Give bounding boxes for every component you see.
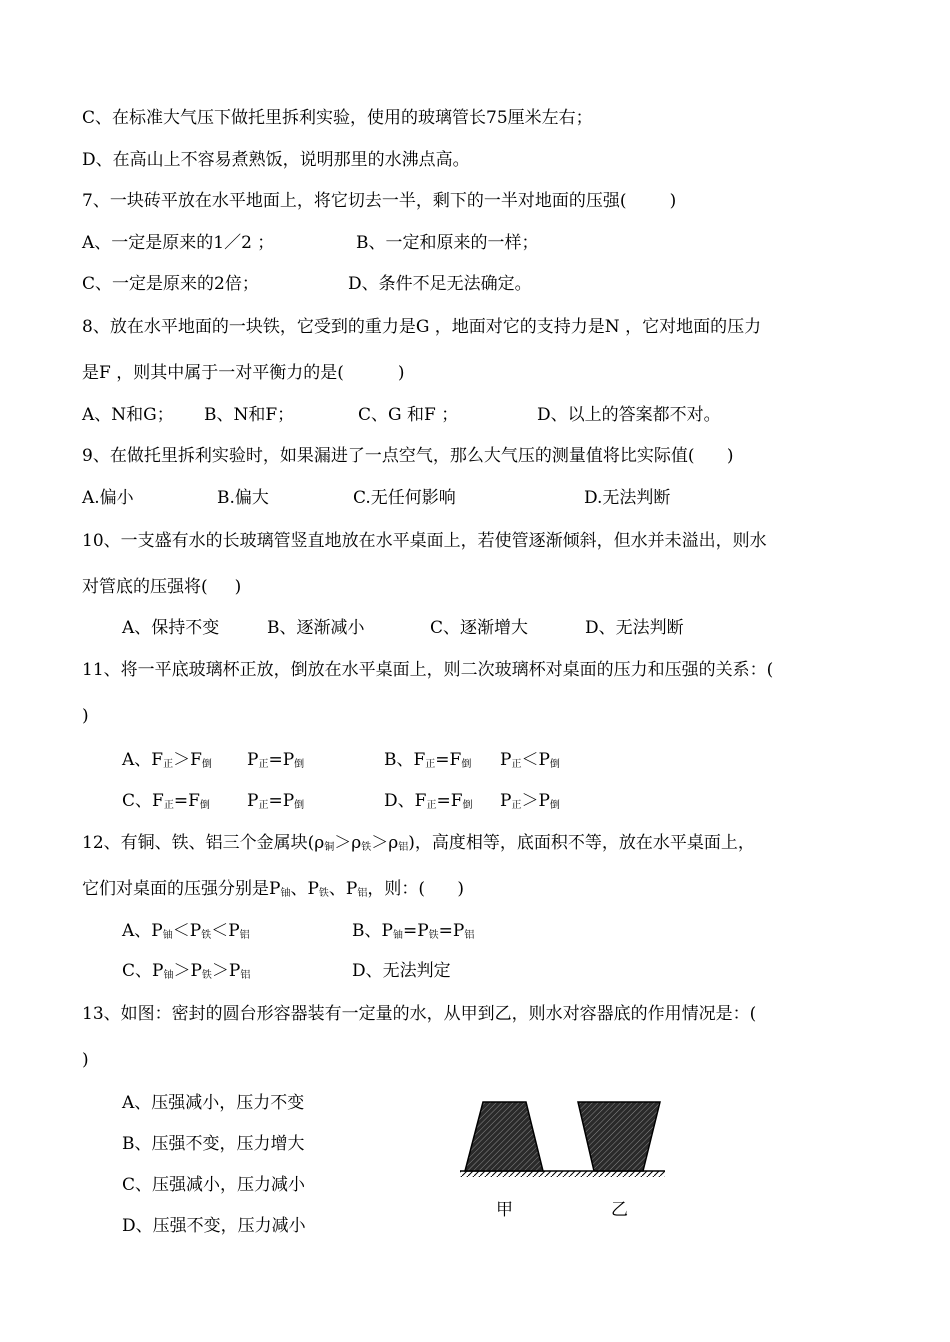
line-q8-a: A、N和G；	[82, 405, 174, 425]
line-q7-a: A、一定是原来的1／2 ；	[82, 233, 275, 253]
ground-hatch	[460, 1171, 665, 1177]
line-q11-b-force: B、$F_正=F_倒$	[384, 750, 472, 770]
line-q11-a-force: A、$F_正>F_倒$	[122, 750, 212, 770]
line-q11-d-force: D、$F_正=F_倒$	[384, 791, 473, 811]
line-q13-d: D、压强不变，压力减小	[122, 1216, 306, 1236]
line-q12-c: C、$P_铀>P_铁>P_铝$	[122, 961, 251, 981]
line-q6-c: C、在标准大气压下做托里拆利实验，使用的玻璃管长75厘米左右；	[82, 108, 593, 128]
line-q9: 9、在做托里拆利实验时，如果漏进了一点空气，那么大气压的测量值将比实际值( )	[82, 446, 734, 466]
line-q11: 11、将一平底玻璃杯正放，倒放在水平桌面上，则二次玻璃杯对桌面的压力和压强的关系：(	[82, 660, 774, 680]
line-q11-cont: )	[82, 706, 89, 726]
line-q12-cont: 它们对桌面的压强分别是$P_铀$、$P_铁$、$P_铝$，则：( )	[82, 879, 465, 899]
line-q9-a: A.偏小	[82, 488, 134, 508]
line-q7-c: C、一定是原来的2倍；	[82, 274, 259, 294]
line-q8-c: C、G 和F ；	[358, 405, 459, 425]
line-q9-b: B.偏大	[217, 488, 269, 508]
line-q9-d: D.无法判断	[584, 488, 671, 508]
line-q6-d: D、在高山上不容易煮熟饭，说明那里的水沸点高。	[82, 150, 470, 170]
line-q10: 10、一支盛有水的长玻璃管竖直地放在水平桌面上，若使管逐渐倾斜，但水并未溢出，则水	[82, 531, 767, 551]
line-q12: 12、有铜、铁、铝三个金属块$(\rho_铜>\rho_铁>\rho_铝)$，高度相等，底面积不等，放在水平桌面上，	[82, 833, 755, 853]
line-q11-c-force: C、$F_正=F_倒$	[122, 791, 210, 811]
line-q12-b: B、$P_铀=P_铁=P_铝$	[352, 921, 475, 941]
line-q11-b-pressure: $P_正<P_倒$	[500, 750, 560, 770]
line-q7: 7、一块砖平放在水平地面上，将它切去一半，剩下的一半对地面的压强( )	[82, 191, 677, 211]
line-q9-c: C.无任何影响	[353, 488, 456, 508]
container-jia	[465, 1102, 543, 1171]
line-q12-d: D、无法判定	[352, 961, 451, 981]
line-q12-a: A、$P_铀<P_铁<P_铝$	[122, 921, 250, 941]
label-jia: 甲	[496, 1200, 513, 1220]
line-q7-d: D、条件不足无法确定。	[348, 274, 532, 294]
line-q10-c: C、逐渐增大	[430, 618, 529, 638]
container-figure	[450, 1092, 670, 1222]
line-q11-a-pressure: $P_正=P_倒$	[247, 750, 305, 770]
line-q13: 13、如图：密封的圆台形容器装有一定量的水，从甲到乙，则水对容器底的作用情况是：(	[82, 1004, 757, 1024]
line-q7-b: B、一定和原来的一样；	[356, 233, 539, 253]
line-q11-c-pressure: $P_正=P_倒$	[247, 791, 305, 811]
line-q13-c: C、压强减小，压力减小	[122, 1175, 306, 1195]
line-q8-cont: 是F ，则其中属于一对平衡力的是( )	[82, 363, 405, 383]
line-q8-d: D、以上的答案都不对。	[537, 405, 721, 425]
line-q10-a: A、保持不变	[122, 618, 220, 638]
label-yi: 乙	[611, 1200, 628, 1220]
line-q13-cont: )	[82, 1050, 89, 1070]
line-q10-b: B、逐渐减小	[267, 618, 365, 638]
line-q10-cont: 对管底的压强将( )	[82, 577, 242, 597]
container-yi	[578, 1102, 660, 1171]
line-q13-b: B、压强不变，压力增大	[122, 1134, 305, 1154]
line-q8-b: B、N和F；	[204, 405, 295, 425]
line-q8: 8、放在水平地面的一块铁，它受到的重力是G ，地面对它的支持力是N ，它对地面的压力	[82, 317, 762, 337]
line-q10-d: D、无法判断	[585, 618, 684, 638]
line-q11-d-pressure: $P_正>P_倒$	[500, 791, 560, 811]
line-q13-a: A、压强减小，压力不变	[122, 1093, 305, 1113]
